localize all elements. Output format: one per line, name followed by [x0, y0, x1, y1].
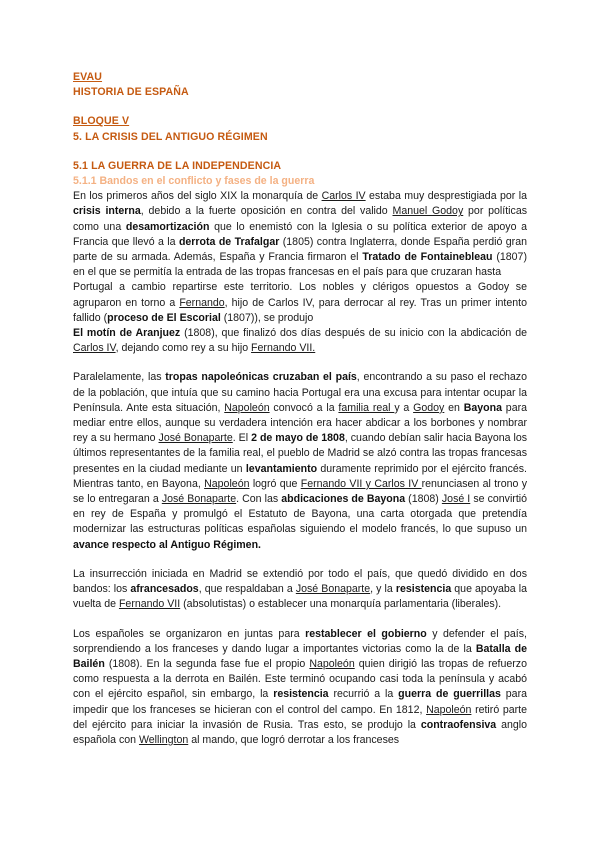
- link-napoleon[interactable]: Napoleón: [309, 657, 355, 670]
- bold-text: desamortización: [125, 220, 210, 233]
- course-title: EVAU: [73, 71, 103, 83]
- paragraph-1: [73, 189, 527, 280]
- text: , dejando como rey a su hijo: [115, 342, 252, 355]
- bold-text: Tratado de Fontainebleau: [362, 251, 493, 264]
- link-wellington[interactable]: Wellington: [138, 733, 189, 746]
- text: , y la: [370, 583, 396, 596]
- text: se convirtió en rey de España y promulgó el Estatuto de Bayona, una carta otorgada que pretendía modernizar las estructuras políticas españolas siguiendo el modelo francés, lo que supuso un: [73, 493, 528, 536]
- text: logró que: [249, 477, 301, 490]
- link-napoleon[interactable]: Napoleón: [204, 477, 250, 490]
- link-carlos-iv[interactable]: Carlos IV: [73, 342, 116, 355]
- text: por políticas como una: [73, 205, 528, 233]
- text: Los españoles se organizaron en juntas para: [73, 627, 306, 640]
- subject-title: HISTORIA DE ESPAÑA: [73, 86, 189, 99]
- paragraph-4: [73, 370, 527, 552]
- bold-text: levantamiento: [245, 462, 318, 475]
- text: y a: [394, 401, 414, 414]
- text: (1807) en el que se permitía la entrada de las tropas francesas en el país para que cruzaran hasta: [73, 251, 527, 279]
- text: anglo española con: [73, 718, 527, 746]
- text: Paralelamente, las: [73, 371, 166, 384]
- link-napoleon[interactable]: Napoleón: [426, 703, 472, 716]
- text: quien dirigió las tropas de refuerzo como respuesta a la derrota en Bailén. Este terminó ocupando casi toda la península y acabó con el ejército español, sin embargo, la: [73, 657, 527, 701]
- text: . Con las: [236, 493, 282, 506]
- text: en: [444, 401, 464, 414]
- paragraph-6: [73, 627, 527, 749]
- link-jose-bonaparte[interactable]: José Bonaparte: [295, 583, 371, 596]
- text: (1808): [405, 493, 442, 506]
- text: que apoyaba la vuelta de: [73, 583, 527, 611]
- bold-text: resistencia: [395, 583, 452, 596]
- bold-text: resistencia: [273, 688, 329, 701]
- text: que lo enemistó con la Iglesia o su política exterior de apoyo a Francia que llevó a la: [73, 220, 527, 248]
- link-jose-i[interactable]: José I: [441, 493, 471, 506]
- bold-text: tropas napoleónicas cruzaban el país: [165, 371, 357, 384]
- text: recurrió a la: [328, 688, 399, 701]
- text: , que respaldaban a: [198, 583, 296, 596]
- text: para impedir que los franceses se hicieran con el control del campo. En 1812,: [73, 688, 527, 716]
- bold-text: Batalla de Bailén: [73, 642, 527, 670]
- text: (1805) contra Inglaterra, donde España perdió gran parte de su armada. Además, España y Francia firmaron el: [73, 235, 527, 264]
- text: (absolutistas) o establecer una monarquía parlamentaria (liberales).: [180, 598, 502, 611]
- text: Portugal a cambio repartirse este territorio. Los nobles y clérigos opuestos a Godoy se agruparon en torno a: [73, 281, 527, 309]
- bold-text: abdicaciones de Bayona: [281, 493, 406, 506]
- text: para mediar entre ellos, aunque su verdadera intención era hacer abdicar a los borbones y nombrar rey a su hermano: [73, 401, 528, 445]
- text: estaba muy desprestigiada por la: [365, 190, 527, 203]
- text: (1807)), se produjo: [220, 311, 314, 324]
- link-fernando-vii-carlos-iv[interactable]: Fernando VII y Carlos IV: [300, 477, 422, 490]
- block-title: BLOQUE V: [73, 115, 130, 128]
- bold-text: derrota de Trafalgar: [178, 235, 280, 248]
- bold-text: afrancesados: [130, 583, 199, 596]
- paragraph-5: [73, 567, 527, 613]
- document-page: [73, 70, 527, 748]
- link-jose-bonaparte[interactable]: José Bonaparte: [161, 493, 237, 506]
- bold-text: proceso de El Escorial: [107, 311, 221, 324]
- section-title: 5.1 LA GUERRA DE LA INDEPENDENCIA: [73, 159, 282, 172]
- paragraph-3: [73, 326, 527, 356]
- link-familia-real[interactable]: familia real: [338, 401, 395, 414]
- link-fernando[interactable]: Fernando: [179, 296, 225, 309]
- text: y defender el país, sorprendiendo a los franceses y dando lugar a importantes victorias como la de la: [73, 627, 527, 655]
- link-napoleon[interactable]: Napoleón: [224, 401, 270, 414]
- link-fernando-vii[interactable]: Fernando VII: [118, 598, 181, 611]
- bold-text: avance respecto al Antiguo Régimen.: [73, 538, 261, 551]
- bold-text: Bayona: [463, 401, 502, 414]
- text: renunciasen al trono y se lo entregaran a: [73, 477, 528, 506]
- text: . El: [232, 432, 252, 445]
- text: duramente reprimido por el ejército francés. Mientras tanto, en Bayona,: [73, 462, 527, 490]
- bold-text: 2 de mayo de 1808: [251, 432, 345, 445]
- text: retiró parte del ejército para iniciar la invasión de Rusia. Tras esto, se produjo la: [73, 703, 527, 731]
- text: convocó a la: [269, 401, 339, 414]
- unit-title: 5. LA CRISIS DEL ANTIGUO RÉGIMEN: [73, 130, 268, 143]
- link-godoy[interactable]: Godoy: [413, 401, 445, 414]
- link-fernando-vii[interactable]: Fernando VII.: [251, 342, 316, 355]
- link-carlos-iv[interactable]: Carlos IV: [321, 190, 366, 203]
- text: , encontrando a su paso el rechazo de la población, que intuía que su camino hacia Portugal era una excusa para intentar ocupar la Península. Ante esta situación,: [73, 371, 527, 414]
- paragraph-2: [73, 280, 527, 326]
- text: La insurrección iniciada en Madrid se extendió por todo el país, que quedó dividido en dos bandos: los: [73, 567, 527, 596]
- bold-text: El motín de Aranjuez: [73, 327, 181, 340]
- text: , cuando debían salir hacia Bayona los últimos representantes de la familia real, el pueblo de Madrid se alzó contra las tropas francesas presentes en la ciudad mediante un: [73, 432, 528, 475]
- text: (1808), que finalizó dos días después de su inicio con la abdicación de: [180, 327, 527, 340]
- bold-text: contraofensiva: [420, 718, 497, 731]
- bold-text: crisis interna: [73, 205, 141, 218]
- bold-text: guerra de guerrillas: [398, 688, 501, 701]
- text: En los primeros años del siglo XIX la monarquía de: [73, 190, 322, 203]
- text: al mando, que logró derrotar a los franceses: [188, 733, 400, 746]
- text: , hijo de Carlos IV, para derrocar al rey. Tras un primer intento fallido (: [73, 296, 527, 324]
- text: (1808). En la segunda fase fue el propio: [104, 657, 310, 670]
- subsection-title: 5.1.1 Bandos en el conflicto y fases de la guerra: [73, 175, 315, 188]
- bold-text: restablecer el gobierno: [305, 627, 427, 640]
- link-manuel-godoy[interactable]: Manuel Godoy: [392, 205, 464, 218]
- link-jose-bonaparte[interactable]: José Bonaparte: [158, 432, 233, 445]
- text: , debido a la fuerte oposición en contra del valido: [140, 205, 393, 218]
